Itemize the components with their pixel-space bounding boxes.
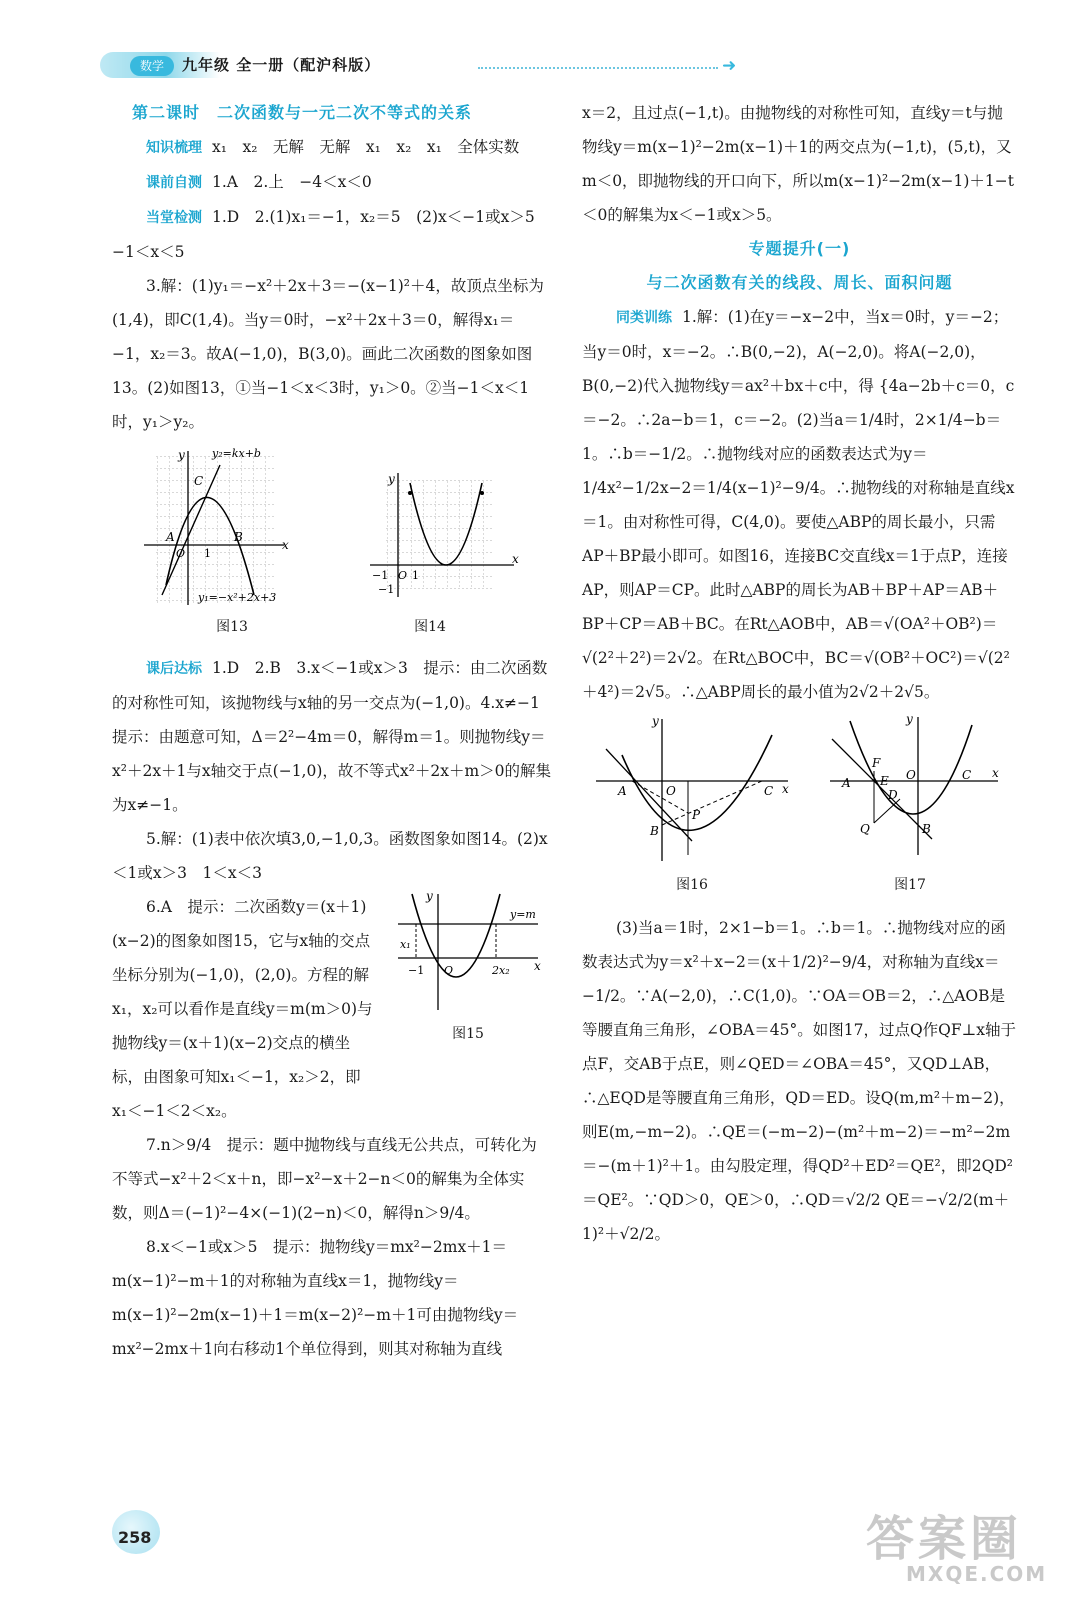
fig16-label-O: O bbox=[666, 784, 676, 798]
fig14-label-O: O bbox=[398, 569, 408, 582]
fig16-caption: 图16 bbox=[676, 877, 708, 893]
watermark bbox=[846, 1500, 1056, 1590]
dt-label: 当堂检测 bbox=[146, 210, 202, 226]
dt-text: 1.D 2.(1)x₁＝−1，x₂＝5 (2)x＜−1或x＞5 −1＜x＜5 bbox=[112, 208, 551, 261]
fig13-label-C: C bbox=[194, 474, 204, 488]
topic-title: 专题提升(一) bbox=[748, 239, 851, 258]
fig17-label-A: A bbox=[842, 776, 851, 790]
fig17-label-Q: Q bbox=[860, 822, 870, 836]
problem-8: 8.x＜−1或x＞5 提示：抛物线y＝mx²−2mx＋1＝m(x−1)²−m＋1的对称轴为直线x＝1，抛物线y＝m(x−1)²−2m(x−1)＋1＝m(x−2)²−m＋1可由抛物线y＝mx²−2mx＋1向右移动1个单位得到，则其对称轴为直线 bbox=[112, 1238, 519, 1358]
problem-3: 3.解：(1)y₁＝−x²＋2x＋3＝−(x−1)²＋4，故顶点坐标为(1,4)，即C(1,4)。当y＝0时，−x²＋2x＋3＝0，解得x₁＝−1，x₂＝3。故A(−1,0)，B(3,0)。画此二次函数的图象如图13。(2)如图13，①当−1＜x＜3时，y₁＞0。②当−1＜x＜1时，y₁＞y₂。 bbox=[112, 277, 544, 431]
kq-label: 课前自测 bbox=[146, 175, 202, 191]
problem-6-block bbox=[112, 890, 552, 1128]
fig17-caption: 图17 bbox=[894, 877, 926, 893]
fig13-label-B: B bbox=[234, 530, 243, 544]
fig15-label-ym: y=m bbox=[510, 908, 536, 921]
fig14-caption: 图14 bbox=[414, 619, 446, 635]
watermark-line2: MXQE.COM bbox=[906, 1562, 1048, 1586]
fig16-label-y: y bbox=[652, 715, 659, 728]
fig14-label-n1: −1 bbox=[378, 583, 395, 596]
fig13-label-y: y bbox=[178, 448, 185, 462]
fig15-label-m1: −1 bbox=[408, 964, 425, 977]
problem-8-continued: x＝2，且过点(−1,t)。由抛物线的对称性可知，直线y＝t与抛物线y＝m(x−1)²−2m(x−1)＋1的两交点为(−1,t)，(5,t)，又m＜0，即抛物线的开口向下，所以m(x−1)²−2m(x−1)＋1−t＜0的解集为x＜−1或x＞5。 bbox=[582, 104, 1014, 224]
fig17-label-F: F bbox=[872, 756, 881, 770]
fig13-label-x: x bbox=[282, 538, 289, 552]
training-1-text: 1.解：(1)在y＝−x−2中，当x＝0时，y＝−2；当y＝0时，x＝−2。∴B(0,−2)，A(−2,0)。将A(−2,0)，B(0,−2)代入抛物线y＝ax²＋bx＋c中，得 {4a−2b＋c＝0，c＝−2。∴2a−b＝1，c＝−2。(2)当a＝1/4时，2×1/4−b＝1。∴b＝−1/2。∴抛物线对应的函数表达式为y＝1/4x²−1/2x−2＝1/4(x−1)²−9/4。∴抛物线的对称轴是直线x＝1。由对称性可得，C(4,0)。要使△ABP的周长最小，只需AP＋BP最小即可。如图16，连接BC交直线x＝1于点P，连接AP，则AP＝CP。此时△ABP的周长为AB＋BP＋AP＝AB＋BP＋CP＝AB＋BC。在Rt△AOB中，AB＝√(OA²＋OB²)＝√(2²＋2²)＝2√2。在Rt△BOC中，BC＝√(OB²＋OC²)＝√(2²＋4²)＝2√5。∴△ABP周长的最小值为2√2＋2√5。 bbox=[582, 308, 1015, 701]
kq-text: 1.A 2.上 −4＜x＜0 bbox=[212, 173, 372, 191]
fig17-label-y: y bbox=[906, 715, 913, 726]
fig16-label-x: x bbox=[782, 782, 789, 796]
fig13-label-y1: y₁=−x²+2x+3 bbox=[198, 591, 277, 604]
fig17-label-x: x bbox=[992, 766, 999, 780]
header-dotted-line bbox=[478, 67, 718, 69]
header-title: 九年级 全一册（配沪科版） bbox=[182, 56, 381, 74]
dt-paragraph bbox=[112, 200, 552, 269]
kh-label: 课后达标 bbox=[146, 661, 202, 677]
figure-14 bbox=[364, 469, 524, 609]
fig17-label-E: E bbox=[880, 774, 889, 788]
fig17-label-B: B bbox=[922, 822, 931, 836]
fig17-label-D: D bbox=[888, 788, 898, 802]
fig16-label-B: B bbox=[650, 824, 659, 838]
subject-tag: 数学 bbox=[130, 56, 174, 76]
fig13-label-y2: y₂=kx+b bbox=[212, 447, 261, 460]
fig17-label-O: O bbox=[906, 768, 916, 782]
watermark-line1: 答案圈 bbox=[866, 1511, 1023, 1567]
figure-15 bbox=[388, 890, 548, 1020]
figures-13-14 bbox=[112, 445, 552, 645]
tl-label: 同类训练 bbox=[616, 310, 672, 326]
fig13-label-A: A bbox=[166, 530, 175, 544]
arrow-right-icon: ➜ bbox=[722, 56, 737, 76]
figure-13 bbox=[134, 445, 314, 613]
problem-6: 6.A 提示：二次函数y＝(x＋1)(x−2)的图象如图15，它与x轴的交点坐标分别为(−1,0)，(2,0)。方程的解x₁，x₂可以看作是直线y＝m(m＞0)与抛物线y＝(x＋1)(x−2)交点的横坐标，由图象可知x₁＜−1，x₂＞2，即x₁＜−1＜2＜x₂。 bbox=[112, 898, 373, 1120]
fig15-label-x1: x₁ bbox=[400, 938, 411, 951]
left-column bbox=[112, 96, 556, 1366]
figure-16 bbox=[592, 715, 792, 865]
fig15-label-x: x bbox=[534, 959, 541, 973]
right-column bbox=[582, 96, 1017, 1251]
problem-7: 7.n＞9/4 提示：题中抛物线与直线无公共点，可转化为不等式−x²＋2＜x＋n，即−x²−x＋2−n＜0的解集为全体实数，则Δ＝(−1)²−4×(−1)(2−n)＜0，解得n＞9/4。 bbox=[112, 1136, 537, 1222]
fig15-label-2x2: 2x₂ bbox=[492, 964, 510, 977]
kh-paragraph bbox=[112, 651, 556, 822]
kh-text: 1.D 2.B 3.x＜−1或x＞3 提示：由二次函数的对称性可知，该抛物线与x轴的另一交点为(−1,0)。4.x≠−1 提示：由题意可知，Δ＝2²−4m＝0，解得m＝1。则抛物线y＝x²＋2x＋1与x轴交于点(−1,0)，故不等式x²＋2x＋m＞0的解集为x≠−1。 bbox=[112, 659, 556, 814]
topic-subtitle: 与二次函数有关的线段、周长、面积问题 bbox=[646, 273, 953, 292]
fig13-label-1: 1 bbox=[204, 547, 211, 560]
problem-5: 5.解：(1)表中依次填3,0,−1,0,3。函数图象如图14。(2)x＜1或x＞3 1＜x＜3 bbox=[112, 830, 548, 882]
zsh-paragraph bbox=[112, 130, 552, 165]
fig13-label-O: O bbox=[176, 547, 186, 560]
fig14-label-x: x bbox=[512, 552, 519, 566]
fig15-caption: 图15 bbox=[452, 1026, 484, 1042]
training-1-part3: (3)当a＝1时，2×1−b＝1。∴b＝1。∴抛物线对应的函数表达式为y＝x²＋x−2＝(x＋1/2)²−9/4，对称轴为直线x＝−1/2。∵A(−2,0)，∴C(1,0)。∵OA＝OB＝2，∴△AOB是等腰直角三角形，∠OBA＝45°。如图17，过点Q作QF⊥x轴于点F，交AB于点E，则∠QED＝∠OBA＝45°，又QD⊥AB，∴△EQD是等腰直角三角形，QD＝ED。设Q(m,m²＋m−2)，则E(m,−m−2)。∴QE＝(−m−2)−(m²＋m−2)＝−m²−2m＝−(m＋1)²＋1。由勾股定理，得QD²＋ED²＝QE²，即2QD²＝QE²。∵QD＞0，QE＞0，∴QD＝√2/2 QE＝−√2/2(m＋1)²＋√2/2。 bbox=[582, 919, 1016, 1243]
zsh-label: 知识梳理 bbox=[146, 140, 202, 156]
figure-17 bbox=[822, 715, 1002, 865]
training-1 bbox=[582, 300, 1017, 709]
fig15-label-O: O bbox=[444, 964, 454, 977]
fig16-label-A: A bbox=[618, 784, 627, 798]
figures-16-17 bbox=[582, 715, 1017, 905]
kq-paragraph bbox=[112, 165, 552, 200]
page-number: 258 bbox=[118, 1528, 152, 1547]
zsh-text: x₁ x₂ 无解 无解 x₁ x₂ x₁ 全体实数 bbox=[212, 138, 520, 156]
fig16-label-P: P bbox=[692, 808, 701, 822]
fig17-label-C: C bbox=[962, 768, 972, 782]
running-header bbox=[100, 46, 760, 80]
fig14-label-1: 1 bbox=[412, 569, 419, 582]
section-title: 第二课时 二次函数与一元二次不等式的关系 bbox=[132, 103, 473, 122]
fig15-label-y: y bbox=[426, 890, 433, 903]
fig14-label-m1: −1 bbox=[372, 569, 389, 582]
fig16-label-C: C bbox=[764, 784, 774, 798]
fig14-label-y: y bbox=[388, 472, 395, 486]
fig13-caption: 图13 bbox=[216, 619, 248, 635]
